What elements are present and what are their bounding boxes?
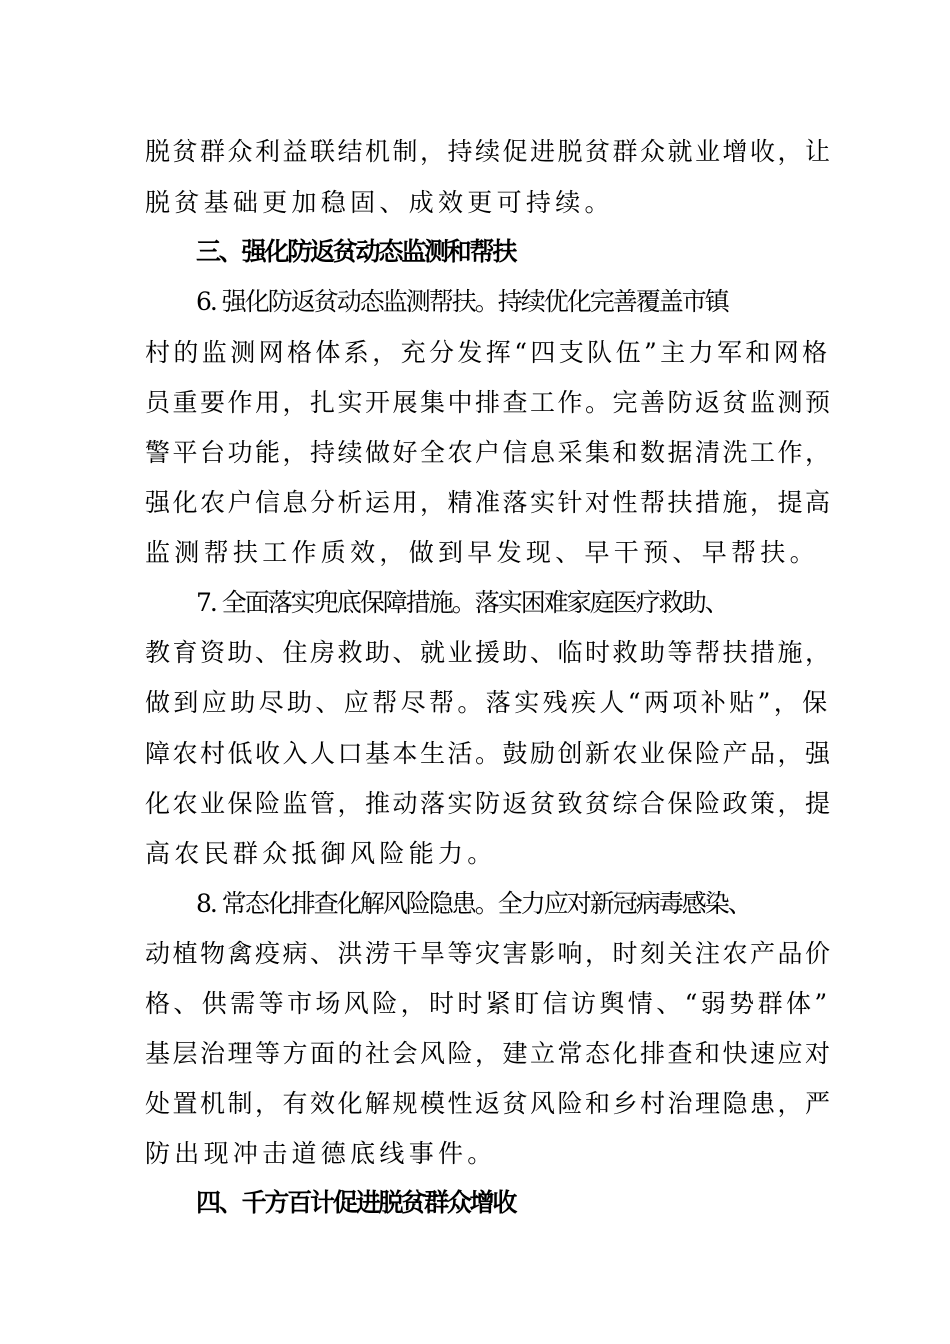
item-7-first-line: 7. 全面落实兜底保障措施。落实困难家庭医疗救助、 bbox=[196, 588, 728, 617]
body-line: 高农民群众抵御风险能力。 bbox=[145, 839, 497, 868]
body-line: 监测帮扶工作质效，做到早发现、早干预、早帮扶。 bbox=[145, 538, 819, 567]
body-line: 强化农户信息分析运用，精准落实针对性帮扶措施，提高 bbox=[145, 488, 833, 517]
body-line: 警平台功能，持续做好全农户信息采集和数据清洗工作， bbox=[145, 438, 833, 467]
section-heading-4: 四、千方百计促进脱贫群众增收 bbox=[196, 1188, 516, 1217]
body-line: 做到应助尽助、应帮尽帮。落实残疾人“两项补贴”，保 bbox=[145, 688, 831, 717]
body-line: 基层治理等方面的社会风险，建立常态化排查和快速应对 bbox=[145, 1039, 833, 1068]
body-line: 防出现冲击道德底线事件。 bbox=[145, 1139, 497, 1168]
body-line: 脱贫群众利益联结机制，持续促进脱贫群众就业增收，让 bbox=[145, 137, 833, 166]
body-line: 脱贫基础更加稳固、成效更可持续。 bbox=[145, 188, 614, 217]
item-8-first-line: 8. 常态化排查化解风险隐患。全力应对新冠病毒感染、 bbox=[196, 889, 751, 918]
body-line: 动植物禽疫病、洪涝干旱等灾害影响，时刻关注农产品价 bbox=[145, 939, 833, 968]
body-line: 化农业保险监管，推动落实防返贫致贫综合保险政策，提 bbox=[145, 789, 833, 818]
body-line: 员重要作用，扎实开展集中排查工作。完善防返贫监测预 bbox=[145, 388, 833, 417]
body-line: 处置机制，有效化解规模性返贫风险和乡村治理隐患，严 bbox=[145, 1089, 833, 1118]
item-6-first-line: 6. 强化防返贫动态监测帮扶。持续优化完善覆盖市镇 bbox=[196, 287, 728, 316]
section-heading-3: 三、强化防返贫动态监测和帮扶 bbox=[196, 237, 516, 266]
body-line: 村的监测网格体系，充分发挥“四支队伍”主力军和网格 bbox=[145, 338, 831, 367]
body-line: 教育资助、住房救助、就业援助、临时救助等帮扶措施， bbox=[145, 638, 833, 667]
body-line: 障农村低收入人口基本生活。鼓励创新农业保险产品，强 bbox=[145, 739, 833, 768]
body-line: 格、供需等市场风险，时时紧盯信访舆情、“弱势群体” bbox=[145, 989, 831, 1018]
